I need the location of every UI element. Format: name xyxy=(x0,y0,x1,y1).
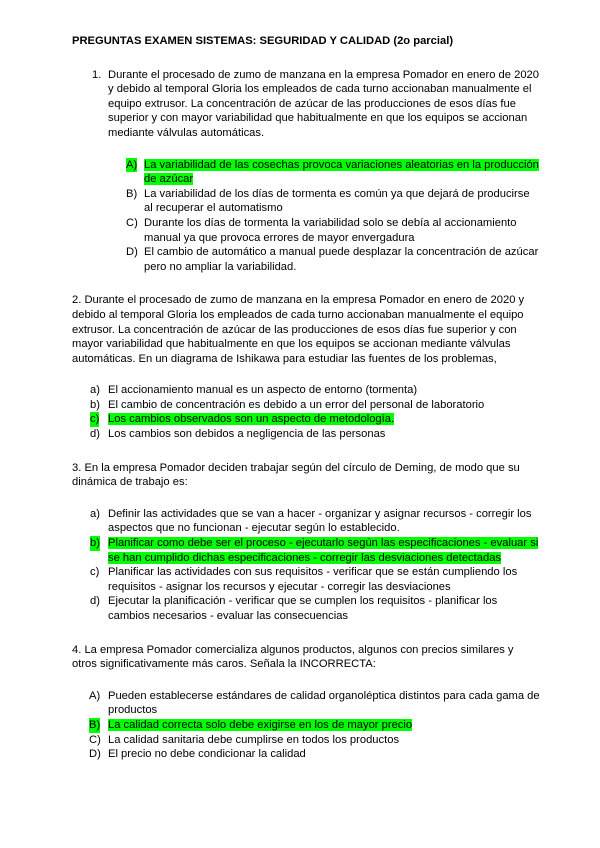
option-letter: D) xyxy=(126,246,138,259)
option-text: Planificar como debe ser el proceso - ejecutarlo según las especificaciones - evaluar si se han cumplido dichas especificaciones - corregir las desviaciones detectadas xyxy=(108,537,539,564)
option-text: La variabilidad de los días de tormenta es común ya que dejará de producirse al recuperar el automatismo xyxy=(144,187,530,215)
option-text: La variabilidad de las cosechas provoca variaciones aleatorias en la producción de azúcar xyxy=(144,158,539,186)
question-2-option-b[interactable] xyxy=(90,398,540,413)
question-4-option-b[interactable] xyxy=(89,718,540,733)
question-1-stem xyxy=(72,68,540,141)
option-text: El cambio de automático a manual puede desplazar la concentración de azúcar pero no ampliar la variabilidad. xyxy=(144,246,539,273)
option-letter: c) xyxy=(90,413,100,426)
option-letter: c) xyxy=(90,566,100,579)
question-2-option-c[interactable] xyxy=(90,412,540,427)
option-letter: a) xyxy=(90,384,100,397)
question-1-option-a[interactable] xyxy=(126,158,540,187)
option-text: Ejecutar la planificación - verificar que se cumplen los requisitos - planificar los cambios necesarios - evaluar las consecuencias xyxy=(108,595,498,622)
option-letter: b) xyxy=(90,537,100,550)
option-letter: D) xyxy=(89,748,101,761)
question-1-option-c[interactable] xyxy=(126,216,540,245)
question-3-option-a[interactable] xyxy=(90,507,540,536)
question-1-text: Durante el procesado de zumo de manzana en la empresa Pomador en enero de 2020 y debido al temporal Gloria los empleados de cada turno accionaban manualmente el equipo extrusor. La concentración de azúcar de las producciones de esos días fue superior y con mayor variabilidad que habitualmente en que los equipos se accionan mediante válvulas automáticas. xyxy=(108,68,539,139)
question-1-option-b[interactable] xyxy=(126,187,540,216)
question-2-option-d[interactable] xyxy=(90,427,540,442)
question-1-option-d[interactable] xyxy=(126,245,540,274)
question-1-number: 1. xyxy=(92,68,102,81)
question-4 xyxy=(72,643,540,762)
option-letter: C) xyxy=(126,216,138,229)
question-3-option-b[interactable] xyxy=(90,536,540,565)
question-4-stem: 4. La empresa Pomador comercializa algunos productos, algunos con precios similares y otros significativamente más caros. Señala la INCORRECTA: xyxy=(72,643,514,671)
option-text: La calidad correcta solo debe exigirse en los de mayor precio xyxy=(108,718,413,731)
option-letter: B) xyxy=(126,187,138,200)
question-2-options xyxy=(72,383,540,441)
option-text: El precio no debe condicionar la calidad xyxy=(108,748,306,761)
question-3-options xyxy=(72,507,540,624)
question-1-options xyxy=(72,158,540,275)
question-3-stem: 3. En la empresa Pomador deciden trabajar según del círculo de Deming, de modo que su dinámica de trabajo es: xyxy=(72,461,520,489)
question-4-options xyxy=(72,689,540,762)
option-text: El accionamiento manual es un aspecto de entorno (tormenta) xyxy=(108,384,418,397)
option-text: Planificar las actividades con sus requisitos - verificar que se están cumpliendo los requisitos - asignar los recursos y ejecutar - corregir las desviaciones xyxy=(108,566,518,593)
option-text: El cambio de concentración es debido a un error del personal de laboratorio xyxy=(108,398,485,411)
question-2-option-a[interactable] xyxy=(90,383,540,398)
question-4-option-a[interactable] xyxy=(89,689,540,718)
option-letter: d) xyxy=(90,595,100,608)
option-text: Durante los días de tormenta la variabilidad solo se debía al accionamiento manual ya que provoca errores de mayor envergadura xyxy=(144,216,517,244)
option-letter: C) xyxy=(89,733,101,746)
option-letter: b) xyxy=(90,398,100,411)
question-3 xyxy=(72,461,540,624)
option-letter: B) xyxy=(89,718,101,731)
option-text: La calidad sanitaria debe cumplirse en todos los productos xyxy=(108,733,400,746)
option-letter: a) xyxy=(90,507,100,520)
question-3-option-c[interactable] xyxy=(90,565,540,594)
option-letter: A) xyxy=(126,158,138,171)
question-4-option-c[interactable] xyxy=(89,733,540,748)
option-text: Los cambios son debidos a negligencia de las personas xyxy=(108,428,386,441)
option-letter: A) xyxy=(89,689,101,702)
question-2 xyxy=(72,293,540,441)
question-3-option-d[interactable] xyxy=(90,594,540,623)
option-text: Los cambios observados son un aspecto de metodología. xyxy=(108,413,395,426)
question-1 xyxy=(72,68,540,275)
option-text: Pueden establecerse estándares de calidad organoléptica distintos para cada gama de productos xyxy=(108,689,540,717)
option-text: Definir las actividades que se van a hacer - organizar y asignar recursos - corregir los aspectos que no funcionan - ejecutar según lo establecido. xyxy=(108,507,532,535)
question-4-option-d[interactable] xyxy=(89,747,540,762)
document-title: PREGUNTAS EXAMEN SISTEMAS: SEGURIDAD Y CALIDAD (2o parcial) xyxy=(72,35,454,47)
question-2-stem: 2. Durante el procesado de zumo de manzana en la empresa Pomador en enero de 2020 y debido al temporal Gloria los empleados de cada turno accionaban manualmente el equipo extrusor. La concentración de azúcar de las producciones de esos días fue superior y con mayor variabilidad que habitualmente en que los equipos se accionan mediante válvulas automáticas. En un diagrama de Ishikawa para estudiar las fuentes de los problemas, xyxy=(72,294,525,365)
option-letter: d) xyxy=(90,428,100,441)
